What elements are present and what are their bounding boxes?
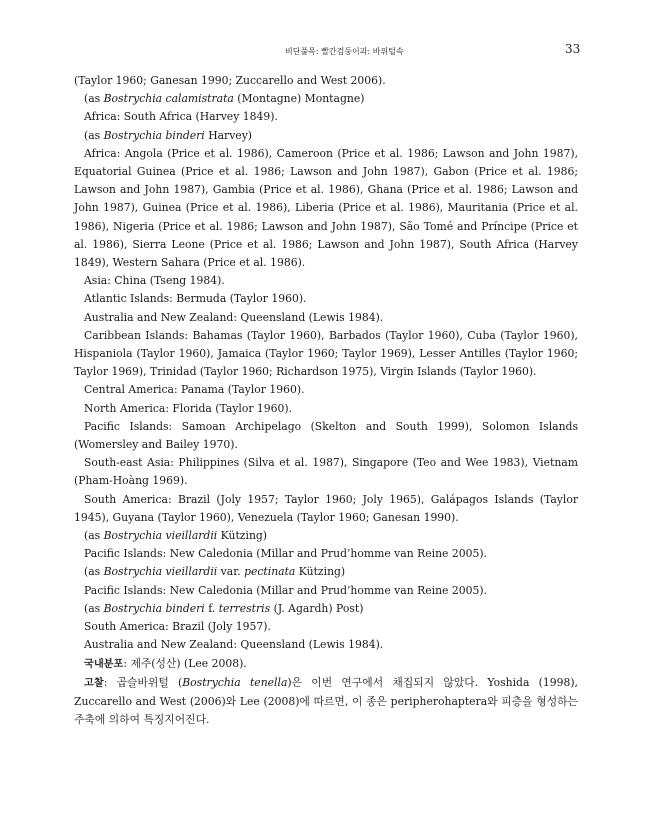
synonym-prefix: (as: [84, 565, 104, 579]
synonym-calamistrata: [74, 90, 578, 108]
species-name: Bostrychia calamistrata: [103, 92, 234, 106]
body-text: [74, 72, 578, 729]
distribution-south-america-1: South America: Brazil (Joly 1957; Taylor 1960; Joly 1965), Galápagos Islands (Taylor 1945), Guyana (Taylor 1960), Venezuela (Taylor 1960; Ganesan 1990).: [74, 492, 578, 524]
running-header: [0, 40, 652, 60]
distribution-pacific-2: Pacific Islands: New Caledonia (Millar and Prud’homme van Reine 2005).: [84, 547, 487, 561]
synonym-binderi-terrestris: [74, 600, 578, 618]
synonym-authority: Kützing): [217, 529, 268, 543]
form-name: terrestris: [218, 601, 271, 615]
distribution-africa-2: Africa: Angola (Price et al. 1986), Cameroon (Price et al. 1986; Lawson and John 1987), Equatorial Guinea (Price et al. 1986; Lawson and John 1987), Gabon (Price et al. 1986; Lawson and John 1987), Gambia (Price et al. 1986), Ghana (Price et al. 1986; Lawson and John 1987), Guinea (Price et al. 1986), Liberia (Price et al. 1986), Mauritania (Price et al. 1986), Nigeria (Price et al. 1986; Lawson and John 1987), São Tomé and Príncipe (Price et al. 1986), Sierra Leone (Price et al. 1986; Lawson and John 1987), South Africa (Harvey 1849), Western Sahara (Price et al. 1986).: [74, 146, 578, 270]
korean-distribution: [74, 655, 578, 674]
korean-distribution-label: 국내분포: [84, 658, 124, 670]
synonym-authority: (J. Agardh) Post): [270, 601, 364, 615]
species-name: Bostrychia binderi: [103, 128, 205, 142]
variety-name: pectinata: [244, 565, 296, 579]
distribution-australia-1: Australia and New Zealand: Queensland (Lewis 1984).: [84, 310, 384, 324]
remarks-text: : 곱슬바위털 (: [103, 675, 183, 689]
rank-label: var.: [217, 565, 245, 579]
distribution-atlantic-islands: Atlantic Islands: Bermuda (Taylor 1960).: [84, 292, 307, 306]
distribution-north-america: North America: Florida (Taylor 1960).: [84, 401, 293, 415]
species-name: Bostrychia vieillardii: [103, 529, 218, 543]
distribution-africa-1: Africa: South Africa (Harvey 1849).: [84, 110, 278, 124]
distribution-central-america: Central America: Panama (Taylor 1960).: [84, 383, 305, 397]
distribution-south-america-2: South America: Brazil (Joly 1957).: [84, 620, 271, 634]
remarks-text-cont: )은 이번 연구에서 채집되지 않았다. Yoshida (1998), Zuccarello and West (2006)와 Lee (2008)에 따르면, 이 종은 peripherohaptera와 피층을 형성하는 주축에 의하여 특징지어진다.: [74, 675, 578, 727]
synonym-prefix: (as: [84, 529, 104, 543]
distribution-pacific-1: Pacific Islands: Samoan Archipelago (Skelton and South 1999), Solomon Islands (Womersley and Bailey 1970).: [74, 419, 578, 452]
synonym-authority: Harvey): [204, 128, 253, 142]
species-name: Bostrychia vieillardii: [103, 565, 218, 579]
distribution-australia-2: Australia and New Zealand: Queensland (Lewis 1984).: [84, 638, 384, 652]
distribution-asia: Asia: China (Tseng 1984).: [84, 274, 225, 288]
synonym-prefix: (as: [84, 92, 104, 106]
page-number: 33: [565, 42, 581, 56]
synonym-vieillardii: [74, 527, 578, 545]
paragraph-reference-continuation: (Taylor 1960; Ganesan 1990; Zuccarello and West 2006).: [74, 74, 386, 87]
remarks: [74, 674, 578, 730]
synonym-authority: Kützing): [295, 565, 346, 579]
rank-label: f.: [204, 601, 219, 615]
synonym-prefix: (as: [84, 128, 104, 142]
synonym-vieillardii-pectinata: [74, 563, 578, 581]
synonym-prefix: (as: [84, 601, 104, 615]
distribution-pacific-3: Pacific Islands: New Caledonia (Millar and Prud’homme van Reine 2005).: [84, 583, 487, 597]
synonym-authority: (Montagne) Montagne): [233, 92, 365, 106]
running-header-title: 비단풀목: 빨간검둥이과: 바위털속: [285, 47, 404, 56]
species-name: Bostrychia tenella: [182, 675, 288, 689]
distribution-southeast-asia: South-east Asia: Philippines (Silva et al. 1987), Singapore (Teo and Wee 1983), Vietnam (Pham-Hoàng 1969).: [74, 456, 578, 488]
species-name: Bostrychia binderi: [103, 601, 205, 615]
remarks-label: 고찰: [84, 677, 104, 689]
korean-distribution-text: : 제주(성산) (Lee 2008).: [123, 656, 247, 670]
distribution-caribbean: Caribbean Islands: Bahamas (Taylor 1960), Barbados (Taylor 1960), Cuba (Taylor 1960), Hispaniola (Taylor 1960), Jamaica (Taylor 1960; Taylor 1969), Lesser Antilles (Taylor 1960; Taylor 1969), Trinidad (Taylor 1960; Richardson 1975), Virgin Islands (Taylor 1960).: [74, 328, 578, 379]
synonym-binderi: [74, 127, 578, 145]
